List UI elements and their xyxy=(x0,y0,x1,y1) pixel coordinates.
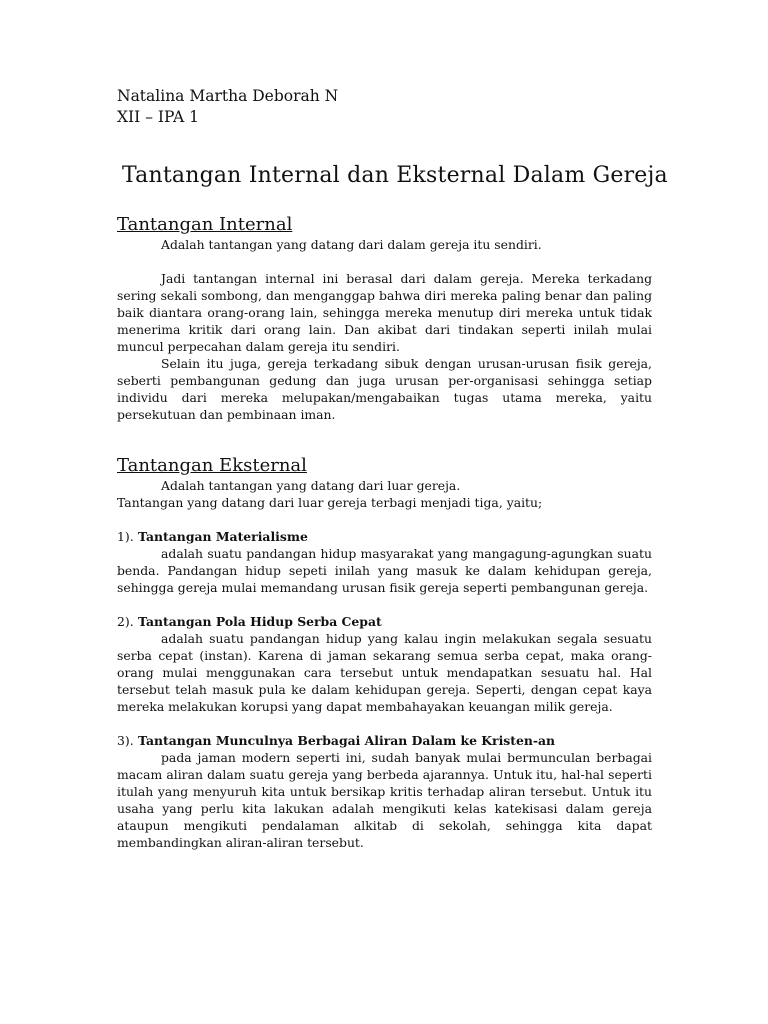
item-3-title: Tantangan Munculnya Berbagai Aliran Dalam ke Kristen-an xyxy=(137,733,556,748)
item-3-number: 3). xyxy=(117,733,134,748)
item-2-heading xyxy=(117,613,652,630)
item-1-title: Tantangan Materialisme xyxy=(137,529,308,544)
internal-paragraph-1: Jadi tantangan internal ini berasal dari dalam gereja. Mereka terkadang sering sekali sombong, dan menganggap bahwa diri mereka paling benar dan paling baik diantara orang-orang lain, sehingga mereka menutup diri mereka untuk tidak menerima kritik dari orang lain. Dan akibat dari tindakan seperti inilah mulai muncul perpecahan dalam gereja itu sendiri. xyxy=(117,271,652,354)
item-3-heading xyxy=(117,732,652,749)
external-definition: Adalah tantangan yang datang dari luar gereja. xyxy=(161,478,461,493)
document-title: Tantangan Internal dan Eksternal Dalam Gereja xyxy=(122,163,668,188)
author-class: XII – IPA 1 xyxy=(117,108,199,126)
document-content xyxy=(117,86,668,851)
external-intro: Tantangan yang datang dari luar gereja terbagi menjadi tiga, yaitu; xyxy=(117,495,543,510)
external-heading: Tantangan Eksternal xyxy=(117,455,307,476)
item-1-body: adalah suatu pandangan hidup masyarakat yang mangagung-agungkan suatu benda. Pandangan hidup sepeti inilah yang masuk ke dalam kehidupan gereja, sehingga gereja mulai memandang urusan fisik gereja seperti pembangunan gereja. xyxy=(117,546,652,595)
item-2-body: adalah suatu pandangan hidup yang kalau ingin melakukan segala sesuatu serba cepat (instan). Karena di jaman sekarang semua serba cepat, maka orang-orang mulai menggunakan cara tersebut untuk mendapatkan sesuatu hal. Hal tersebut telah masuk pula ke dalam kehidupan gereja. Seperti, dengan cepat kaya mereka melakukan korupsi yang dapat membahayakan keuangan milik gereja. xyxy=(117,631,652,714)
author-name: Natalina Martha Deborah N xyxy=(117,87,339,105)
item-1-number: 1). xyxy=(117,529,134,544)
internal-paragraph-2: Selain itu juga, gereja terkadang sibuk dengan urusan-urusan fisik gereja, seberti pembangunan gedung dan juga urusan per-organisasi sehingga setiap individu dari mereka melupakan/mengabaikan tugas utama mereka, yaitu persekutuan dan pembinaan iman. xyxy=(117,356,652,422)
internal-heading: Tantangan Internal xyxy=(117,214,293,235)
item-2-number: 2). xyxy=(117,614,134,629)
item-2-title: Tantangan Pola Hidup Serba Cepat xyxy=(137,614,382,629)
item-3-body: pada jaman modern seperti ini, sudah banyak mulai bermunculan berbagai macam aliran dalam suatu gereja yang berbeda ajarannya. Untuk itu, hal-hal seperti itulah yang menyuruh kita untuk bersikap kritis terhadap aliran tersebut. Untuk itu usaha yang perlu kita lakukan adalah mengikuti kelas katekisasi dalam gereja ataupun mengikuti pendalaman alkitab di sekolah, sehingga kita dapat membandingkan aliran-aliran tersebut. xyxy=(117,750,652,850)
internal-definition: Adalah tantangan yang datang dari dalam gereja itu sendiri. xyxy=(161,237,542,252)
item-1-heading xyxy=(117,528,652,545)
